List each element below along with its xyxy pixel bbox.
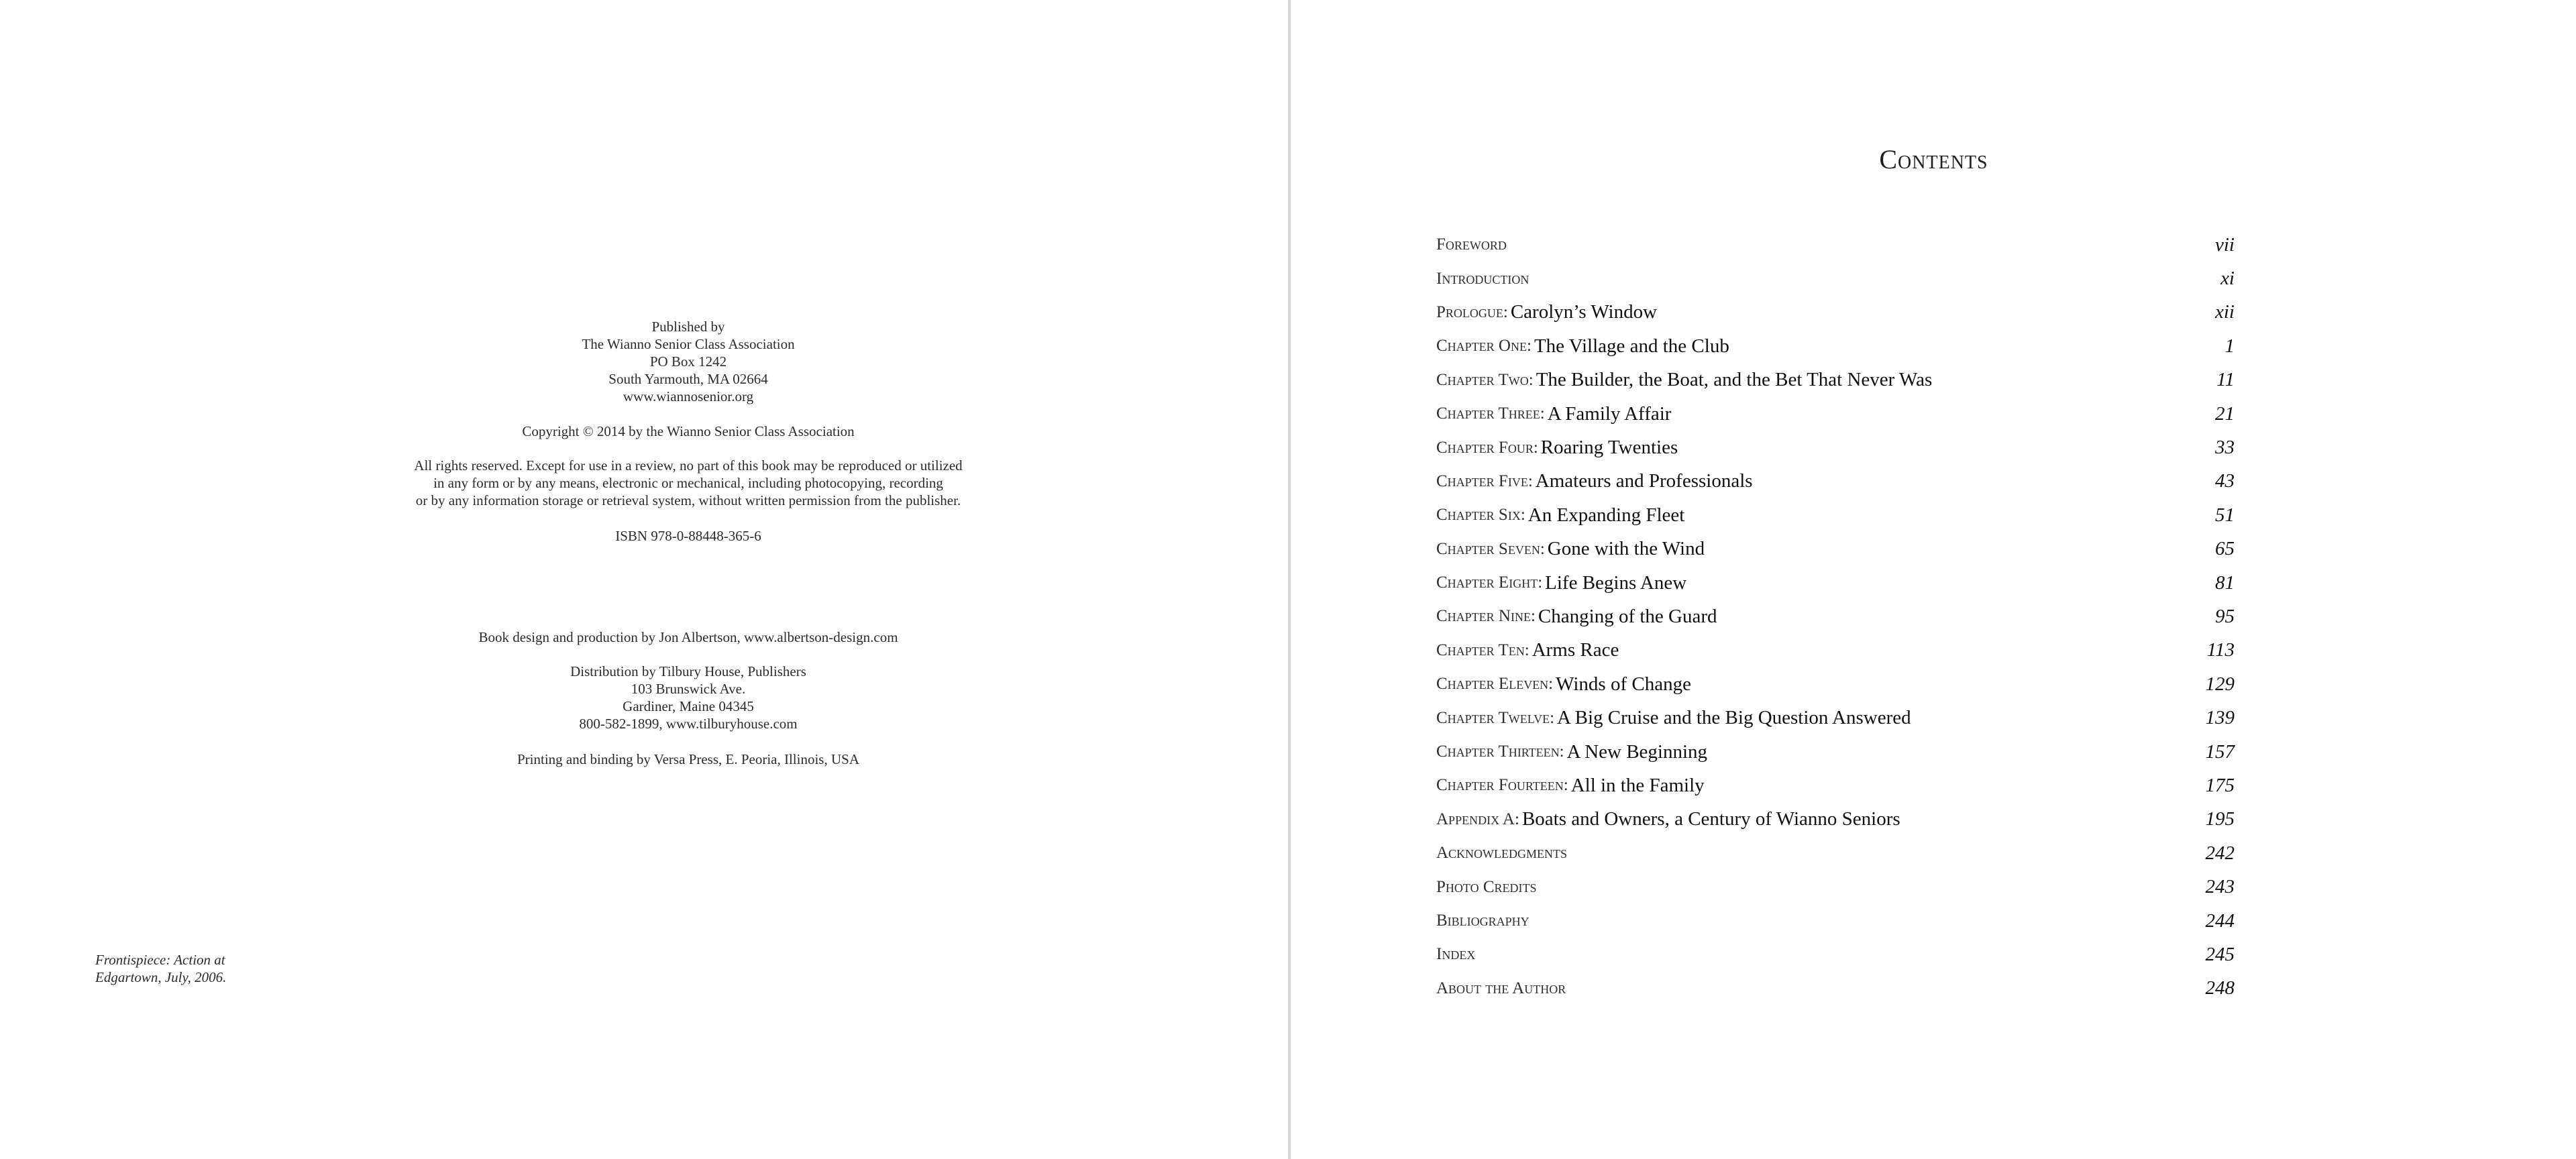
- toc-entry-title: Arms Race: [1532, 639, 1619, 661]
- toc-page-number: 11: [2216, 369, 2235, 391]
- toc-entry-label: Chapter Ten:: [1436, 641, 1529, 659]
- toc-entry: [1436, 566, 2235, 600]
- toc-entry-title: An Expanding Fleet: [1527, 504, 1685, 526]
- toc-entry-title: Roaring Twenties: [1540, 437, 1678, 459]
- toc-page-number: 245: [2205, 943, 2235, 965]
- toc-entry-label: Chapter Four:: [1436, 438, 1538, 457]
- toc-entry-label: Foreword: [1436, 235, 1507, 254]
- distribution-line: Gardiner, Maine 04345: [623, 698, 754, 714]
- distribution-line: Distribution by Tilbury House, Publishers: [570, 663, 806, 679]
- publisher-line: South Yarmouth, MA 02664: [608, 371, 768, 387]
- toc-page-number: 129: [2205, 673, 2235, 695]
- toc-entry-label: Prologue:: [1436, 302, 1508, 321]
- toc-page-number: 139: [2205, 707, 2235, 729]
- toc-entry: [1436, 972, 2235, 1005]
- caption-line: Frontispiece: Action at: [95, 952, 225, 968]
- rights-line: All rights reserved. Except for use in a review, no part of this book may be reproduced or utilized: [414, 457, 963, 474]
- toc-entry: [1436, 262, 2235, 295]
- toc-page-number: 113: [2206, 639, 2235, 661]
- toc-entry-label: Chapter Fourteen:: [1436, 776, 1568, 795]
- toc-entry: [1436, 735, 2235, 769]
- publisher-block: [370, 318, 1007, 405]
- toc-entry: [1436, 667, 2235, 701]
- toc-entry-title: The Village and the Club: [1534, 335, 1729, 357]
- toc-entry-label: Chapter Eleven:: [1436, 675, 1554, 694]
- toc-page-number: 244: [2205, 909, 2235, 932]
- toc-page-number: 1: [2224, 335, 2235, 357]
- toc-entry-title: A Big Cruise and the Big Question Answered: [1557, 707, 1911, 729]
- copyright-line: Copyright © 2014 by the Wianno Senior Class Association: [522, 423, 855, 439]
- book-gutter: [1288, 0, 1291, 1159]
- toc-entry: [1436, 296, 2235, 329]
- design-credit: [370, 628, 1007, 646]
- toc-entry-label: Photo Credits: [1436, 877, 1537, 896]
- toc-entry-label: Chapter Five:: [1436, 472, 1533, 490]
- toc-page-number: 243: [2205, 876, 2235, 898]
- toc-page-number: 248: [2205, 977, 2235, 999]
- toc-page-number: 65: [2215, 538, 2235, 560]
- toc-entry-title: Amateurs and Professionals: [1535, 470, 1753, 492]
- toc-entry: [1436, 498, 2235, 532]
- printing-credit: [370, 751, 1007, 768]
- toc-entry: [1436, 431, 2235, 464]
- toc-entry: [1436, 938, 2235, 971]
- toc-entry-title: A Family Affair: [1547, 402, 1672, 425]
- publisher-line: PO Box 1242: [649, 353, 727, 370]
- toc-page-number: 21: [2215, 402, 2235, 425]
- distribution-line: 800-582-1899, www.tilburyhouse.com: [579, 716, 798, 732]
- toc-entry-label: About the Author: [1436, 979, 1566, 997]
- toc-page-number: 195: [2205, 808, 2235, 830]
- toc-entry: [1436, 364, 2235, 397]
- toc-entry: [1436, 904, 2235, 938]
- publisher-line: The Wianno Senior Class Association: [582, 336, 795, 352]
- rights-line: in any form or by any means, electronic or mechanical, including photocopying, recording: [433, 475, 943, 491]
- toc-entry-label: Bibliography: [1436, 912, 1529, 930]
- toc-page-number: vii: [2215, 233, 2235, 256]
- toc-entry-title: Winds of Change: [1556, 673, 1691, 695]
- toc-entry-label: Chapter Three:: [1436, 404, 1545, 423]
- toc-entry-label: Chapter Eight:: [1436, 573, 1543, 592]
- toc-entry: [1436, 228, 2235, 262]
- toc-entry: [1436, 836, 2235, 870]
- toc-page-number: xi: [2220, 268, 2235, 290]
- isbn: [370, 527, 1007, 545]
- toc-entry-label: Chapter Seven:: [1436, 539, 1545, 558]
- toc-page-number: 33: [2215, 437, 2235, 459]
- toc-entry-label: Chapter Thirteen:: [1436, 742, 1564, 761]
- printing-line: Printing and binding by Versa Press, E. Peoria, Illinois, USA: [517, 751, 859, 767]
- toc-entry: [1436, 634, 2235, 667]
- toc-entry: [1436, 533, 2235, 566]
- design-line: Book design and production by Jon Albertson, www.albertson-design.com: [478, 629, 898, 645]
- toc-entry-title: A New Beginning: [1566, 740, 1708, 763]
- toc-page-number: xii: [2215, 301, 2235, 323]
- caption-line: Edgartown, July, 2006.: [95, 969, 227, 985]
- page-title: Contents: [1879, 144, 1988, 174]
- toc-entry: [1436, 803, 2235, 836]
- toc-entry-title: Life Begins Anew: [1545, 571, 1687, 594]
- toc-entry-title: Changing of the Guard: [1538, 605, 1717, 627]
- toc-entry-title: Gone with the Wind: [1547, 538, 1705, 560]
- toc-entry-title: The Builder, the Boat, and the Bet That Never Was: [1536, 369, 1933, 391]
- table-of-contents: [1436, 228, 2235, 1005]
- toc-entry-label: Acknowledgments: [1436, 844, 1568, 863]
- toc-entry-title: Boats and Owners, a Century of Wianno Seniors: [1521, 808, 1900, 830]
- toc-entry-label: Chapter Six:: [1436, 506, 1525, 525]
- toc-page-number: 175: [2205, 774, 2235, 796]
- toc-page-number: 51: [2215, 504, 2235, 526]
- toc-page-number: 95: [2215, 605, 2235, 627]
- toc-entry-title: All in the Family: [1570, 774, 1705, 796]
- copyright-notice: [370, 423, 1007, 440]
- frontispiece-caption: [95, 951, 226, 986]
- toc-entry-label: Index: [1436, 945, 1476, 964]
- toc-entry: [1436, 600, 2235, 633]
- toc-page-number: 43: [2215, 470, 2235, 492]
- toc-entry: [1436, 769, 2235, 802]
- rights-line: or by any information storage or retrieval system, without written permission from the publisher.: [415, 492, 961, 508]
- toc-entry-title: Carolyn’s Window: [1510, 301, 1658, 323]
- toc-entry: [1436, 465, 2235, 498]
- toc-page-number: 242: [2205, 842, 2235, 864]
- toc-entry-label: Chapter Two:: [1436, 370, 1534, 389]
- publisher-line: www.wiannosenior.org: [623, 388, 754, 404]
- rights-notice: [370, 457, 1007, 509]
- toc-entry-label: Appendix A:: [1436, 810, 1519, 828]
- toc-entry: [1436, 870, 2235, 903]
- distribution-block: [370, 663, 1007, 732]
- distribution-line: 103 Brunswick Ave.: [631, 681, 746, 697]
- toc-entry: [1436, 701, 2235, 734]
- toc-page-number: 81: [2215, 571, 2235, 594]
- isbn-line: ISBN 978-0-88448-365-6: [615, 528, 761, 544]
- toc-entry: [1436, 329, 2235, 363]
- toc-page-number: 157: [2205, 740, 2235, 763]
- toc-entry-label: Chapter Twelve:: [1436, 708, 1555, 727]
- toc-entry-label: Introduction: [1436, 269, 1529, 288]
- toc-entry: [1436, 397, 2235, 431]
- toc-entry-label: Chapter Nine:: [1436, 607, 1536, 626]
- toc-entry-label: Chapter One:: [1436, 337, 1532, 355]
- publisher-line: Published by: [651, 319, 725, 335]
